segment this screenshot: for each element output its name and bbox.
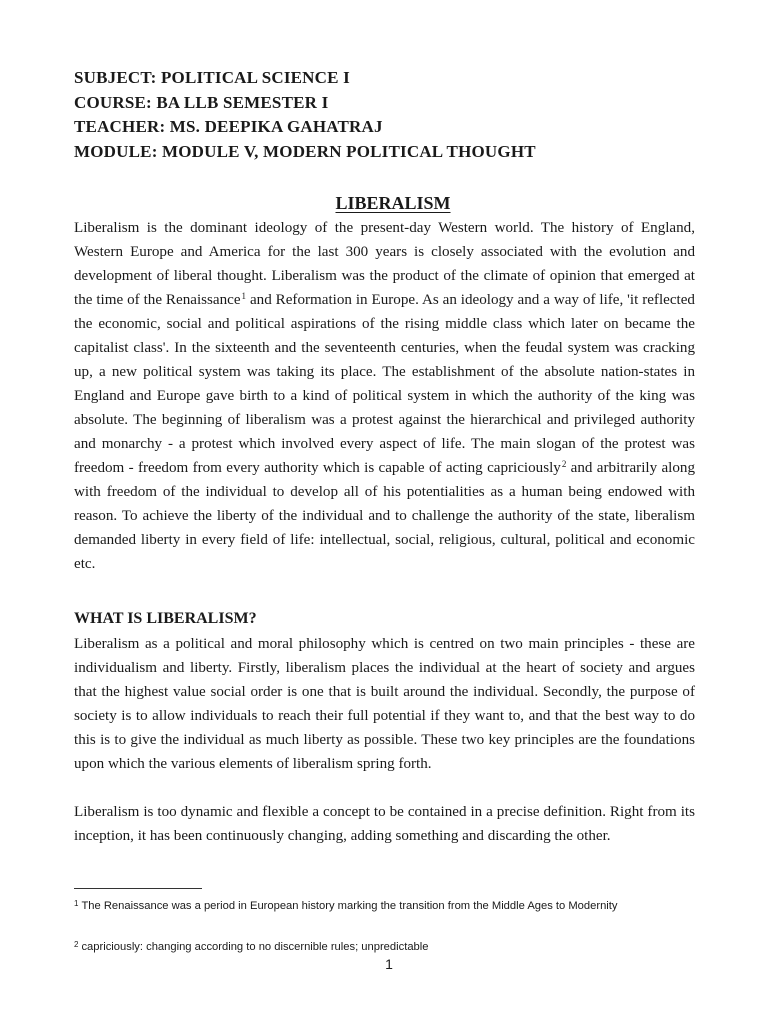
title-text: LIBERALISM — [335, 193, 451, 213]
document-header — [74, 66, 714, 164]
page-title — [0, 191, 768, 215]
intro-text-part1: Liberalism is the dominant ideology of the present-day Western world. The history of England, Western Europe and America for the last 300 years is closely associated with the evolution and development of liberal thought. Liberalism was the product of the climate of opinion that emerged at the time of the Renaissance — [74, 220, 695, 308]
footnote-2-mark: 2 — [74, 940, 79, 949]
footnote-divider — [74, 888, 202, 889]
section-paragraph-2: Liberalism is too dynamic and flexible a concept to be contained in a precise definition. Right from its inception, it has been continuously changing, adding something and discarding the other. — [74, 804, 695, 844]
section-paragraph-1: Liberalism as a political and moral philosophy which is centred on two main principles - these are individualism and liberty. Firstly, liberalism places the individual at the heart of society and argues that the highest value social order is one that is built around the individual. Secondly, the purpose of society is to allow individuals to reach their full potential if they want to, and that the best way to do this is to give the individual as much liberty as possible. These two key principles are the foundations upon which the various elements of liberalism spring forth. — [74, 636, 695, 772]
intro-paragraph — [74, 216, 695, 576]
footnote-ref-1[interactable]: 1 — [241, 291, 247, 301]
intro-text-part2: and Reformation in Europe. As an ideology and a way of life, 'it reflected the economic, social and political aspirations of the rising middle class which later on became the capitalist class'. In the sixteenth and the seventeenth centuries, when the feudal system was cracking up, a new political system was taking its place. The establishment of the absolute nation-states in England and Europe gave birth to a kind of political system in which the authority of the king was absolute. The beginning of liberalism was a protest against the hierarchical and privileged authority and monarchy - a protest which involved every aspect of life. The main slogan of the protest was freedom - freedom from every authority which is capable of acting capriciously — [74, 292, 695, 476]
page-number: 1 — [385, 956, 393, 972]
footnote-1-mark: 1 — [74, 899, 79, 908]
teacher-line: TEACHER: MS. DEEPIKA GAHATRAJ — [74, 117, 383, 136]
footnote-ref-2[interactable]: 2 — [561, 459, 567, 469]
course-line: COURSE: BA LLB SEMESTER I — [74, 92, 329, 112]
subject-line: SUBJECT: POLITICAL SCIENCE I — [74, 68, 350, 87]
footnote-1 — [74, 899, 694, 914]
footnote-1-text: The Renaissance was a period in European history marking the transition from the Middle Ages to Modernity — [81, 900, 618, 912]
module-line: MODULE: MODULE V, MODERN POLITICAL THOUGHT — [74, 141, 536, 161]
footnote-2 — [74, 940, 694, 955]
footnote-2-text: capriciously: changing according to no discernible rules; unpredictable — [81, 941, 429, 953]
section-heading: WHAT IS LIBERALISM? — [74, 610, 257, 627]
intro-text-part3: and arbitrarily along with freedom of the individual to develop all of his potentialities as a human being endowed with reason. To achieve the liberty of the individual and to challenge the authority of the state, liberalism demanded liberty in every field of life: intellectual, social, religious, cultural, political and economic etc. — [74, 460, 696, 572]
